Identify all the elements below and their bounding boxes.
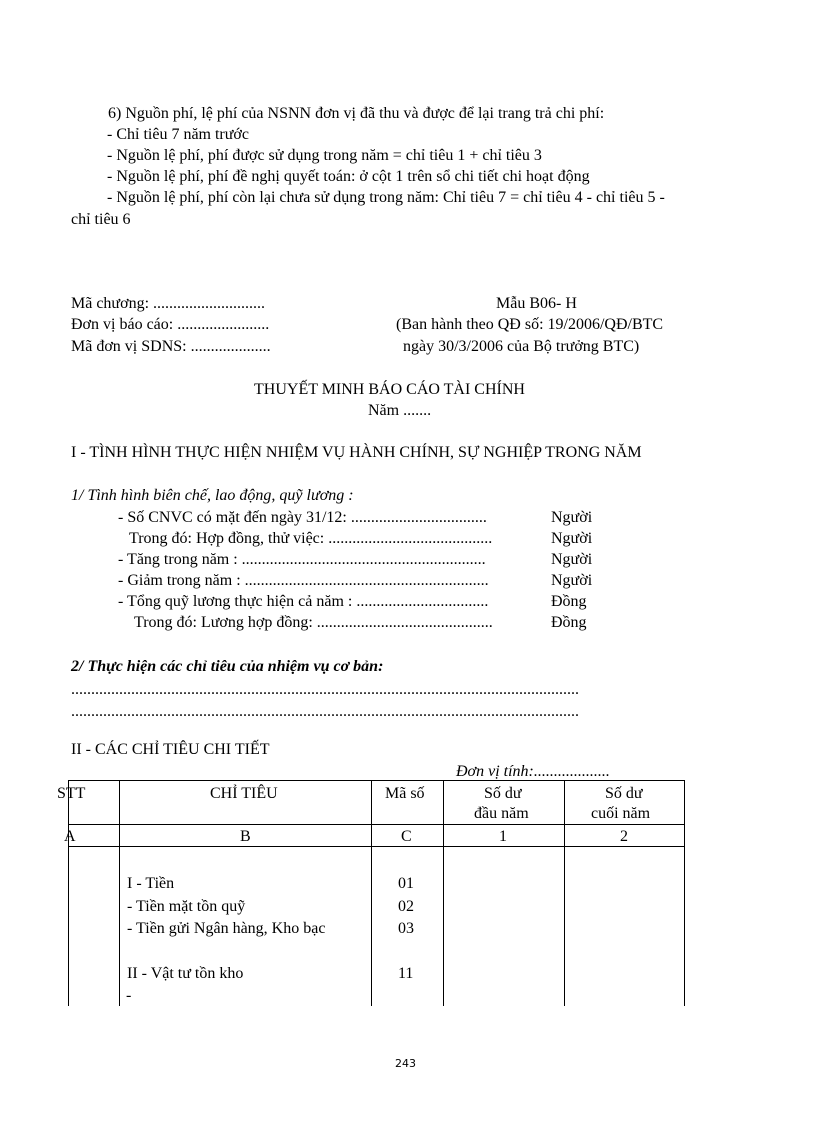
section6-heading: 6) Nguồn phí, lệ phí của NSNN đơn vị đã thu và được để lại trang trả chi phí: <box>108 105 605 122</box>
col-maso: Mã số <box>385 785 425 802</box>
table-code-divider <box>68 846 685 847</box>
contract-count: Trong đó: Hợp đồng, thử việc: ......................................... <box>129 530 493 547</box>
col-opening-1: Số dư <box>484 785 522 802</box>
code-c: C <box>401 828 412 845</box>
section6-line-4: - Nguồn lệ phí, phí còn lại chưa sử dụng trong năm: Chỉ tiêu 7 = chỉ tiêu 4 - chỉ tiêu 5 - <box>107 189 665 206</box>
unit-of-measure: Đơn vị tính:................... <box>456 763 610 780</box>
page-number: 243 <box>395 1057 416 1070</box>
staff-count: - Số CNVC có mặt đến ngày 31/12: .................................. <box>118 509 487 526</box>
part1-heading: I - TÌNH HÌNH THỰC HIỆN NHIỆM VỤ HÀNH CHÍNH, SỰ NGHIỆP TRONG NĂM <box>71 444 642 461</box>
report-title: THUYẾT MINH BÁO CÁO TÀI CHÍNH <box>254 381 525 398</box>
row-code: 03 <box>398 920 414 937</box>
row-code: 11 <box>398 965 414 982</box>
section6-line-3: - Nguồn lệ phí, phí đề nghị quyết toán: ở cột 1 trên sổ chi tiết chi hoạt động <box>107 168 590 185</box>
staff-count-unit: Người <box>551 509 593 526</box>
increase-count-unit: Người <box>551 551 593 568</box>
table-col-line-0 <box>68 780 69 1006</box>
total-payroll: - Tổng quỹ lương thực hiện cả năm : ................................. <box>118 593 489 610</box>
row-label: II - Vật tư tồn kho <box>127 965 244 982</box>
row-label: - <box>126 987 132 1004</box>
table-col-line-3 <box>443 780 444 1006</box>
col-closing-2: cuối năm <box>591 805 651 822</box>
contract-payroll: Trong đó: Lương hợp đồng: ............................................ <box>134 614 493 631</box>
dotline-2: ............................................................................................................................... <box>71 703 579 720</box>
contract-payroll-unit: Đồng <box>551 614 587 631</box>
dotline-1: ............................................................................................................................... <box>71 681 579 698</box>
section6-continuation: chỉ tiêu 6 <box>71 211 131 228</box>
header-reporting-unit: Đơn vị báo cáo: ....................... <box>71 316 270 333</box>
row-code: 01 <box>398 875 414 892</box>
section6-line-1: - Chỉ tiêu 7 năm trước <box>107 126 249 143</box>
increase-count: - Tăng trong năm : ............................................................. <box>118 551 486 568</box>
form-code: Mẫu B06- H <box>496 295 577 312</box>
part2-heading: II - CÁC CHỈ TIÊU CHI TIẾT <box>71 741 270 758</box>
part1-sub1: 1/ Tình hình biên chế, lao động, quỹ lương : <box>71 487 354 504</box>
table-col-line-4 <box>564 780 565 1006</box>
total-payroll-unit: Đồng <box>551 593 587 610</box>
header-chapter-code: Mã chương: ............................ <box>71 295 266 312</box>
decrease-count: - Giảm trong năm : ............................................................. <box>118 572 489 589</box>
table-col-line-5 <box>684 780 685 1006</box>
part1-sub2: 2/ Thực hiện các chỉ tiêu của nhiệm vụ cơ bản: <box>71 658 384 675</box>
header-unit-code: Mã đơn vị SDNS: .................... <box>71 338 271 355</box>
decision-date: ngày 30/3/2006 của Bộ trưởng BTC) <box>403 338 640 355</box>
section6-line-2: - Nguồn lệ phí, phí được sử dụng trong năm = chỉ tiêu 1 + chỉ tiêu 3 <box>107 147 542 164</box>
decrease-count-unit: Người <box>551 572 593 589</box>
code-1: 1 <box>499 828 507 845</box>
code-2: 2 <box>620 828 628 845</box>
row-code: 02 <box>398 898 414 915</box>
code-a: A <box>64 828 76 845</box>
col-chitieu: CHỈ TIÊU <box>210 785 278 802</box>
col-opening-2: đầu năm <box>474 805 529 822</box>
table-col-line-1 <box>119 780 120 1006</box>
table-col-line-2 <box>371 780 372 1006</box>
table-top-border <box>68 780 685 781</box>
row-label: I - Tiền <box>127 875 175 892</box>
col-closing-1: Số dư <box>605 785 643 802</box>
row-label: - Tiền gửi Ngân hàng, Kho bạc <box>127 920 326 937</box>
contract-count-unit: Người <box>551 530 593 547</box>
decision-ref: (Ban hành theo QĐ số: 19/2006/QĐ/BTC <box>396 316 664 333</box>
report-year: Năm ....... <box>368 402 432 419</box>
table-header-divider <box>68 824 685 825</box>
code-b: B <box>240 828 251 845</box>
row-label: - Tiền mặt tồn quỹ <box>127 898 246 915</box>
col-stt: STT <box>57 785 86 802</box>
